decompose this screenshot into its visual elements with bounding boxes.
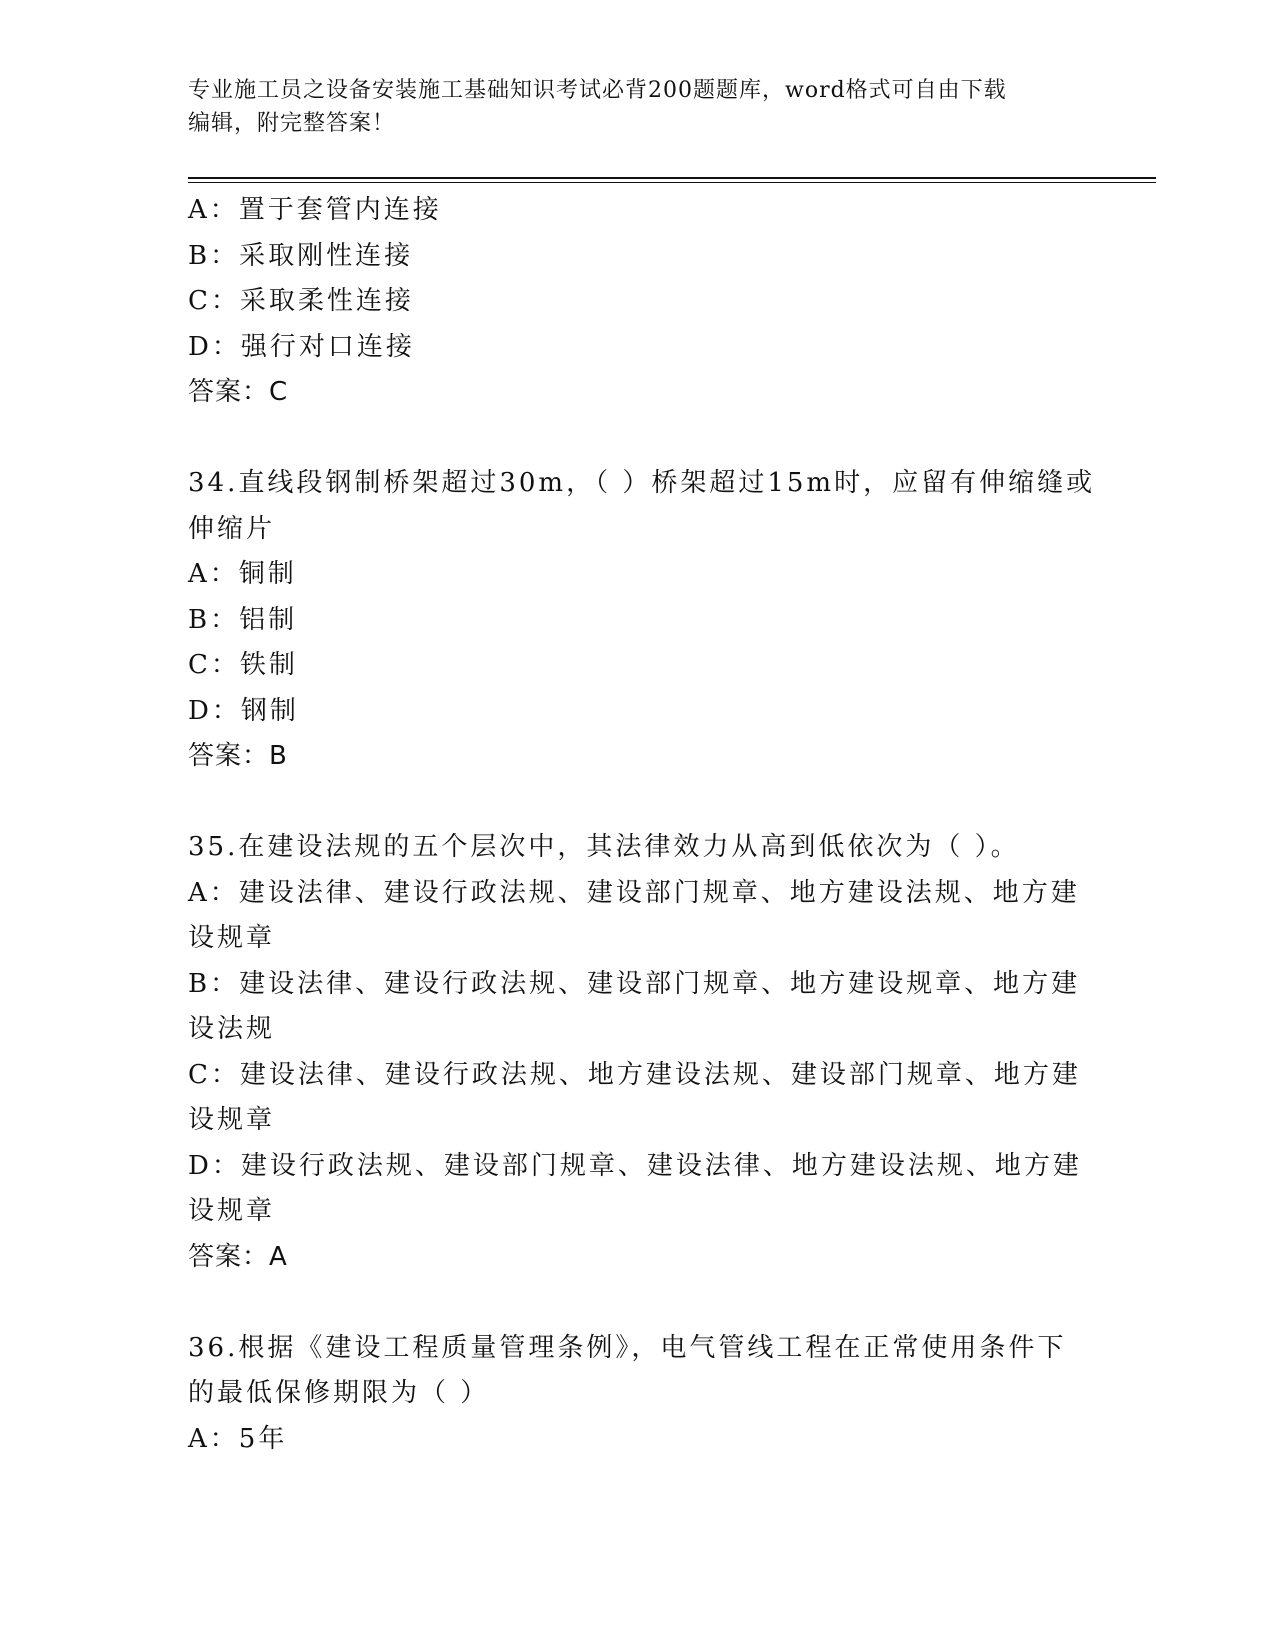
option-c: C：采取柔性连接 xyxy=(188,286,414,316)
question-33 xyxy=(188,188,1088,416)
option-a-line-1: A：建设法律、建设行政法规、建设部门规章、地方建设法规、地方建 xyxy=(188,877,1080,908)
option-b-line-1: B：建设法律、建设行政法规、建设部门规章、地方建设规章、地方建 xyxy=(188,968,1081,999)
header-divider-thin xyxy=(188,182,1156,183)
option-a: A：置于套管内连接 xyxy=(188,195,442,225)
question-stem: 35.在建设法规的五个层次中，其法律效力从高到低依次为（ ）。 xyxy=(188,832,1020,862)
option-a: A：5年 xyxy=(188,1423,288,1454)
option-b: B：铝制 xyxy=(188,604,298,635)
question-stem-line-2: 的最低保修期限为（ ） xyxy=(188,1378,490,1408)
option-a-line-2: 设规章 xyxy=(188,923,276,953)
question-35 xyxy=(188,825,1088,1280)
question-content xyxy=(188,188,1096,1462)
option-a: A：铜制 xyxy=(188,559,297,589)
header-title-line-2: 编辑，附完整答案！ xyxy=(188,111,396,136)
question-stem-line-1: 34.直线段钢制桥架超过30m，（ ）桥架超过15m时，应留有伸缩缝或 xyxy=(188,468,1096,498)
option-d-line-1: D：建设行政法规、建设部门规章、建设法律、地方建设法规、地方建 xyxy=(188,1150,1082,1181)
option-d: D：钢制 xyxy=(188,695,299,726)
answer-line: 答案：C xyxy=(188,377,289,407)
question-stem-line-2: 伸缩片 xyxy=(188,513,276,544)
page-header xyxy=(188,74,1088,140)
option-d-line-2: 设规章 xyxy=(188,1196,276,1226)
question-36 xyxy=(188,1326,1088,1463)
option-c: C：铁制 xyxy=(188,650,298,680)
header-divider-thick xyxy=(188,177,1156,179)
answer-line: 答案：B xyxy=(188,741,288,771)
option-c-line-1: C：建设法律、建设行政法规、地方建设法规、建设部门规章、地方建 xyxy=(188,1059,1081,1090)
question-stem-line-1: 36.根据《建设工程质量管理条例》，电气管线工程在正常使用条件下 xyxy=(188,1332,1067,1363)
answer-line: 答案：A xyxy=(188,1241,288,1272)
option-b: B：采取刚性连接 xyxy=(188,240,414,271)
question-spacer xyxy=(188,416,1088,462)
question-34 xyxy=(188,461,1096,780)
question-spacer xyxy=(188,1280,1088,1326)
option-c-line-2: 设规章 xyxy=(188,1105,276,1135)
question-spacer xyxy=(188,780,1088,826)
option-b-line-2: 设法规 xyxy=(188,1014,276,1044)
option-d: D：强行对口连接 xyxy=(188,331,415,362)
header-title-line-1: 专业施工员之设备安装施工基础知识考试必背200题题库，word格式可自由下载 xyxy=(188,78,1007,103)
